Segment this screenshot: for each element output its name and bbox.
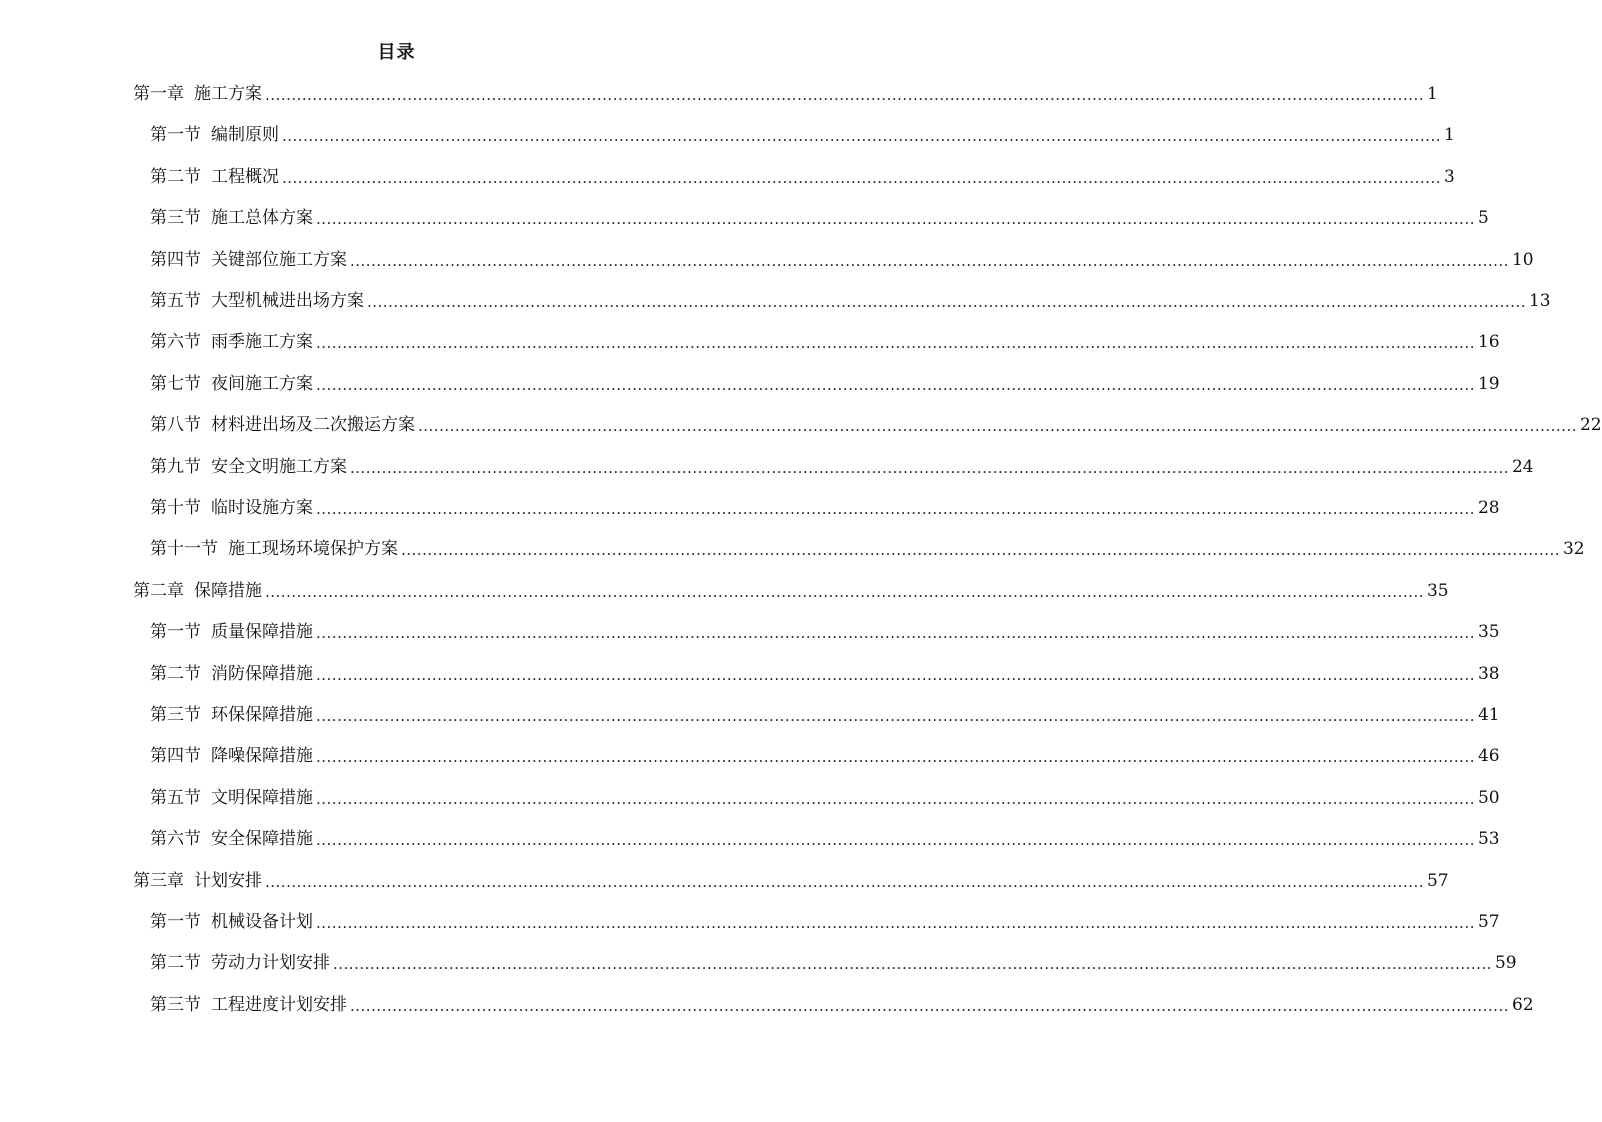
toc-entry-title: 安全保障措施 (211, 829, 313, 850)
toc-entry-title: 文明保障措施 (211, 787, 313, 808)
toc-entry-title: 劳动力计划安排 (211, 953, 330, 974)
toc-entry-title: 材料进出场及二次搬运方案 (211, 415, 415, 436)
toc-dot-leader: ............................................................................................................................................................................................................................ (265, 582, 1424, 601)
toc-entry-label (150, 618, 313, 646)
toc-section-entry[interactable] (150, 121, 1455, 149)
toc-section-entry[interactable] (150, 246, 1534, 274)
toc-page-number: 24 (1511, 456, 1534, 477)
toc-title: 目录 (377, 42, 416, 63)
toc-page-number: 1 (1443, 125, 1455, 146)
toc-entry-title: 质量保障措施 (211, 622, 313, 643)
toc-entry-title: 施工总体方案 (211, 208, 313, 229)
toc-entry-label (150, 453, 347, 481)
toc-entry-number: 第五节 (150, 787, 201, 808)
toc-page-number: 1 (1426, 84, 1438, 104)
toc-page-number: 38 (1477, 663, 1500, 684)
toc-entry-number: 第二节 (150, 663, 201, 684)
toc-entry-number: 第九节 (150, 456, 201, 477)
toc-entry-number: 第六节 (150, 829, 201, 850)
toc-page-number: 53 (1477, 829, 1500, 850)
toc-entry-number: 第三章 (133, 870, 184, 891)
toc-section-entry[interactable] (150, 494, 1500, 522)
toc-entry-title: 计划安排 (194, 870, 262, 891)
toc-dot-leader: ............................................................................................................................................................................................................................ (316, 831, 1475, 850)
toc-dot-leader: ............................................................................................................................................................................................................................ (316, 665, 1475, 684)
toc-entry-title: 安全文明施工方案 (211, 456, 347, 477)
toc-entry-label (150, 328, 313, 356)
toc-entry-title: 工程概况 (211, 166, 279, 187)
toc-entry-number: 第三节 (150, 705, 201, 725)
toc-section-entry[interactable] (150, 411, 1602, 439)
toc-page-number: 32 (1562, 539, 1585, 560)
toc-dot-leader: ............................................................................................................................................................................................................................ (265, 86, 1424, 104)
toc-page-number: 57 (1477, 912, 1500, 932)
toc-entry-label (150, 908, 313, 936)
toc-entry-title: 夜间施工方案 (211, 373, 313, 394)
toc-entry-label (150, 287, 364, 315)
toc-entry-label (150, 494, 313, 522)
toc-entry-number: 第八节 (150, 415, 201, 436)
toc-entry-number: 第三节 (150, 208, 201, 229)
toc-entry-title: 临时设施方案 (211, 498, 313, 518)
toc-entry-number: 第六节 (150, 332, 201, 353)
toc-page-number: 16 (1477, 332, 1500, 353)
toc-entry-title: 机械设备计划 (211, 912, 313, 932)
toc-chapter-entry[interactable] (133, 867, 1449, 895)
toc-page-number: 5 (1477, 208, 1489, 229)
toc-entry-title: 保障措施 (194, 580, 262, 601)
toc-section-entry[interactable] (150, 328, 1500, 356)
toc-section-entry[interactable] (150, 453, 1534, 481)
toc-dot-leader: ............................................................................................................................................................................................................................ (333, 955, 1492, 974)
toc-dot-leader: ............................................................................................................................................................................................................................ (367, 293, 1526, 311)
toc-page-number: 59 (1494, 953, 1517, 974)
toc-section-entry[interactable] (150, 742, 1500, 770)
toc-section-entry[interactable] (150, 535, 1585, 563)
toc-section-entry[interactable] (150, 163, 1455, 191)
toc-page-number: 46 (1477, 746, 1500, 767)
toc-section-entry[interactable] (150, 908, 1500, 936)
toc-page-number: 50 (1477, 787, 1500, 808)
toc-page-number: 57 (1426, 870, 1449, 891)
toc-entry-number: 第一章 (133, 84, 184, 104)
toc-page-number: 3 (1443, 166, 1455, 187)
toc-entry-number: 第一节 (150, 912, 201, 932)
toc-section-entry[interactable] (150, 784, 1500, 812)
toc-entry-title: 关键部位施工方案 (211, 249, 347, 270)
toc-dot-leader: ............................................................................................................................................................................................................................ (316, 334, 1475, 353)
toc-section-entry[interactable] (150, 287, 1551, 315)
toc-section-entry[interactable] (150, 825, 1500, 853)
toc-dot-leader: ............................................................................................................................................................................................................................ (316, 210, 1475, 229)
toc-dot-leader: ............................................................................................................................................................................................................................ (316, 748, 1475, 767)
toc-entry-title: 消防保障措施 (211, 663, 313, 684)
toc-dot-leader: ............................................................................................................................................................................................................................ (350, 251, 1509, 270)
toc-entry-label (150, 246, 347, 274)
toc-entry-title: 施工现场环境保护方案 (228, 539, 398, 560)
toc-entry-label (150, 535, 398, 563)
toc-dot-leader: ............................................................................................................................................................................................................................ (418, 417, 1577, 436)
toc-entry-label (150, 204, 313, 232)
toc-entry-label (150, 121, 279, 149)
toc-entry-title: 施工方案 (194, 84, 262, 104)
toc-entry-number: 第七节 (150, 373, 201, 394)
toc-page-number: 13 (1528, 291, 1551, 311)
toc-entry-label (150, 825, 313, 853)
toc-dot-leader: ............................................................................................................................................................................................................................ (350, 996, 1509, 1015)
toc-entry-number: 第一节 (150, 622, 201, 643)
toc-entry-title: 环保保障措施 (211, 705, 313, 725)
toc-page-number: 28 (1477, 498, 1500, 518)
toc-section-entry[interactable] (150, 618, 1500, 646)
toc-entry-number: 第十一节 (150, 539, 218, 560)
toc-entry-number: 第二节 (150, 166, 201, 187)
toc-page-number: 19 (1477, 373, 1500, 394)
toc-section-entry[interactable] (150, 370, 1500, 398)
toc-dot-leader: ............................................................................................................................................................................................................................ (316, 707, 1475, 725)
toc-page-number: 62 (1511, 994, 1534, 1015)
toc-entry-label (150, 949, 330, 977)
toc-chapter-entry[interactable] (133, 577, 1449, 605)
toc-entry-number: 第二节 (150, 953, 201, 974)
toc-entry-label (150, 660, 313, 688)
toc-dot-leader: ............................................................................................................................................................................................................................ (316, 500, 1475, 518)
toc-page-number: 10 (1511, 249, 1534, 270)
toc-section-entry[interactable] (150, 701, 1500, 729)
toc-dot-leader: ............................................................................................................................................................................................................................ (282, 127, 1441, 146)
toc-entry-title: 雨季施工方案 (211, 332, 313, 353)
toc-entry-label (150, 701, 313, 729)
toc-dot-leader: ............................................................................................................................................................................................................................ (350, 458, 1509, 477)
toc-chapter-entry[interactable] (133, 80, 1438, 108)
toc-page-number: 41 (1477, 705, 1500, 725)
toc-page-number: 35 (1426, 580, 1449, 601)
toc-dot-leader: ............................................................................................................................................................................................................................ (316, 624, 1475, 643)
toc-entry-number: 第五节 (150, 291, 201, 311)
toc-dot-leader: ............................................................................................................................................................................................................................ (265, 872, 1424, 891)
toc-entry-title: 降噪保障措施 (211, 746, 313, 767)
toc-entry-label (133, 867, 262, 895)
toc-dot-leader: ............................................................................................................................................................................................................................ (316, 789, 1475, 808)
toc-entry-label (150, 784, 313, 812)
toc-section-entry[interactable] (150, 949, 1517, 977)
toc-dot-leader: ............................................................................................................................................................................................................................ (316, 914, 1475, 932)
toc-page-number: 35 (1477, 622, 1500, 643)
toc-entry-label (150, 411, 415, 439)
toc-entry-title: 大型机械进出场方案 (211, 291, 364, 311)
toc-entry-number: 第十节 (150, 498, 201, 518)
toc-entry-title: 工程进度计划安排 (211, 994, 347, 1015)
toc-entry-number: 第三节 (150, 994, 201, 1015)
toc-section-entry[interactable] (150, 991, 1534, 1019)
toc-entry-title: 编制原则 (211, 125, 279, 146)
toc-entry-label (133, 80, 262, 108)
toc-dot-leader: ............................................................................................................................................................................................................................ (282, 168, 1441, 187)
toc-section-entry[interactable] (150, 204, 1489, 232)
toc-section-entry[interactable] (150, 660, 1500, 688)
toc-page-number: 22 (1579, 415, 1602, 436)
toc-entry-label (150, 742, 313, 770)
toc-entry-label (150, 991, 347, 1019)
toc-entry-number: 第四节 (150, 249, 201, 270)
toc-entry-label (133, 577, 262, 605)
toc-entry-number: 第四节 (150, 746, 201, 767)
toc-entry-label (150, 370, 313, 398)
toc-dot-leader: ............................................................................................................................................................................................................................ (316, 375, 1475, 394)
toc-dot-leader: ............................................................................................................................................................................................................................ (401, 541, 1560, 560)
toc-entry-label (150, 163, 279, 191)
toc-entry-number: 第二章 (133, 580, 184, 601)
toc-entry-number: 第一节 (150, 125, 201, 146)
